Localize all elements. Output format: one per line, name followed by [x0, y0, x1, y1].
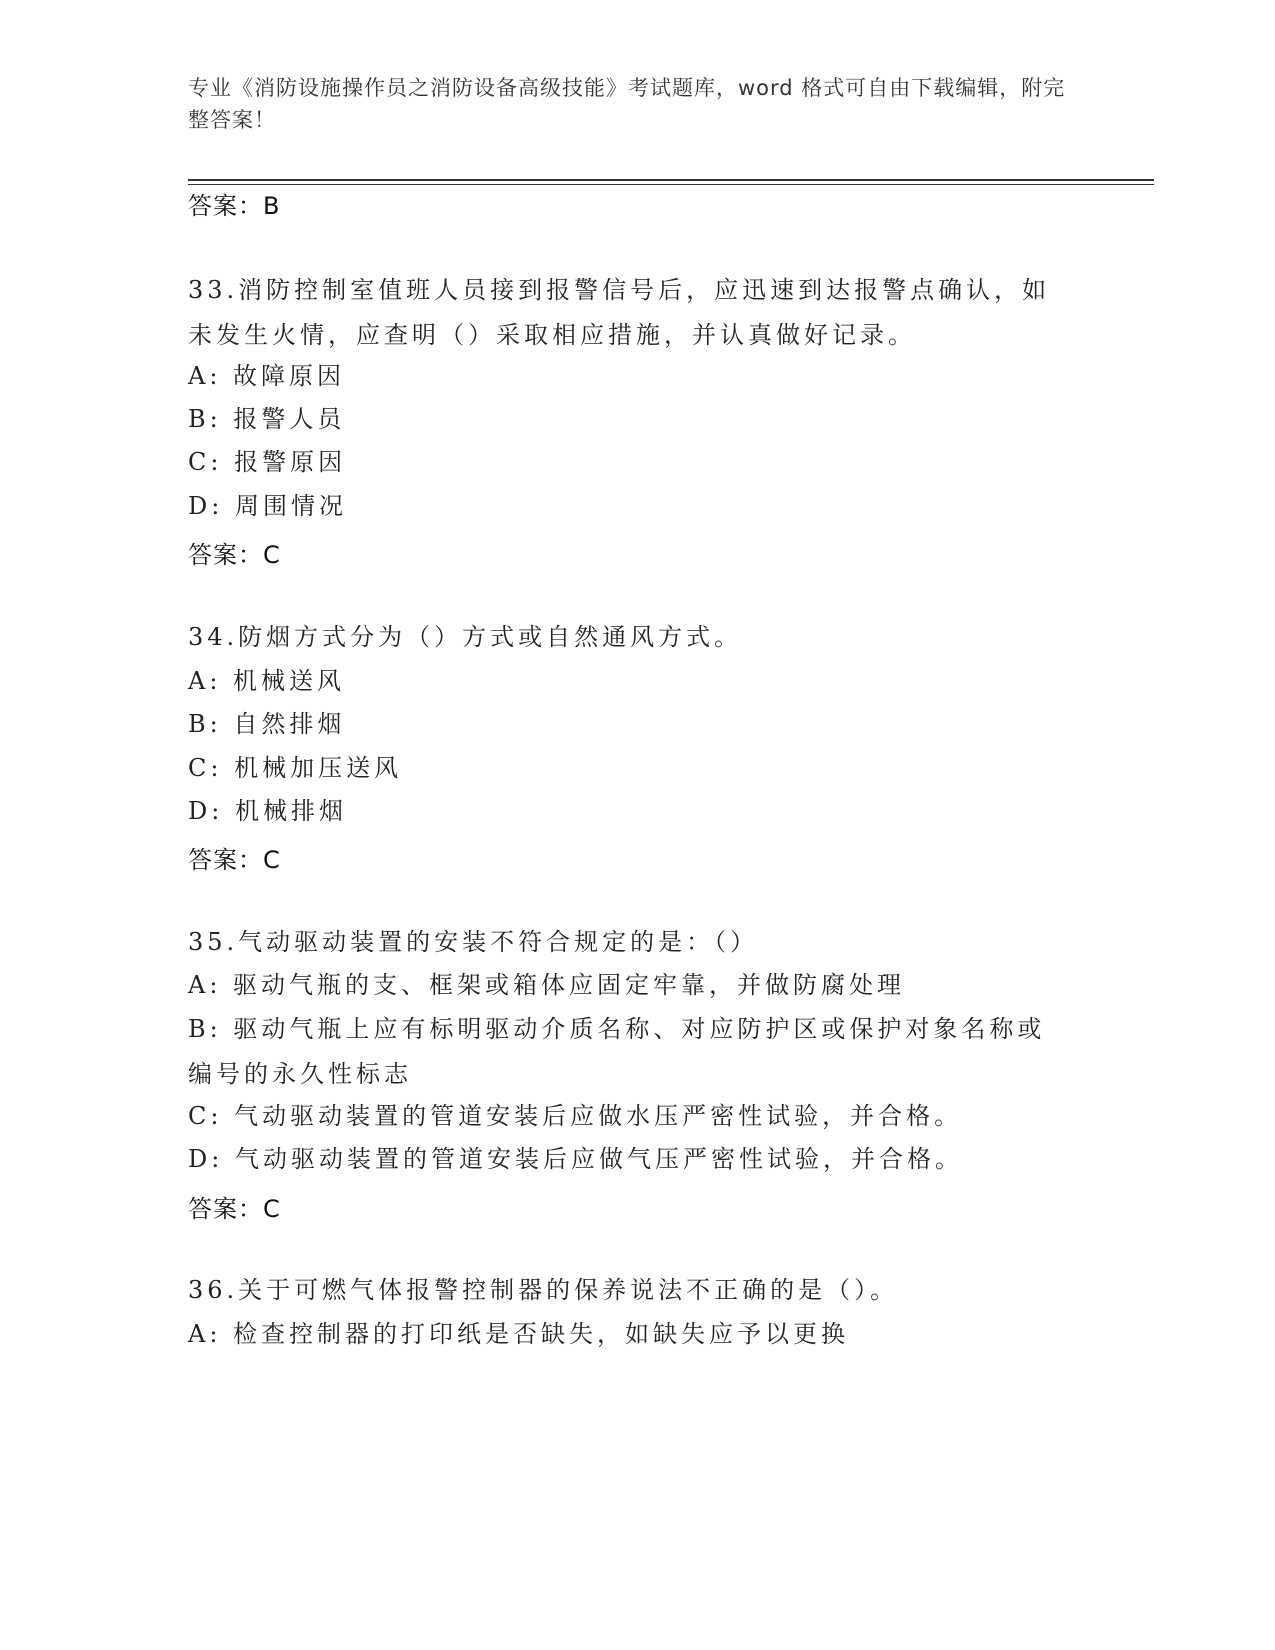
- option-34-c: C: 机械加压送风: [188, 754, 403, 782]
- option-34-a: A: 机械送风: [188, 667, 346, 695]
- header-divider-thin: [188, 184, 1154, 185]
- option-33-d: D: 周围情况: [188, 492, 347, 520]
- option-34-d: D: 机械排烟: [188, 797, 347, 825]
- option-33-c: C: 报警原因: [188, 448, 347, 476]
- header-divider: [188, 179, 1154, 181]
- option-33-b: B: 报警人员: [188, 405, 346, 433]
- document-header: 专业《消防设施操作员之消防设备高级技能》考试题库，word 格式可自由下载编辑，附完整答案！: [188, 76, 1066, 132]
- answer-35: 答案：C: [188, 1195, 281, 1223]
- question-33: 33.消防控制室值班人员接到报警信号后，应迅速到达报警点确认，如未发生火情，应查明（）采取相应措施，并认真做好记录。: [188, 276, 1051, 349]
- question-35: 35.气动驱动装置的安装不符合规定的是：（）: [188, 928, 759, 956]
- option-34-b: B: 自然排烟: [188, 710, 346, 738]
- option-33-a: A: 故障原因: [188, 362, 346, 390]
- answer-33: 答案：C: [188, 541, 281, 569]
- option-36-a: A: 检查控制器的打印纸是否缺失，如缺失应予以更换: [188, 1320, 850, 1348]
- option-35-d: D: 气动驱动装置的管道安装后应做气压严密性试验，并合格。: [188, 1145, 963, 1173]
- answer-34: 答案：C: [188, 846, 281, 874]
- question-36: 36.关于可燃气体报警控制器的保养说法不正确的是（）。: [188, 1276, 899, 1304]
- option-35-a: A: 驱动气瓶的支、框架或箱体应固定牢靠，并做防腐处理: [188, 971, 906, 999]
- question-34: 34.防烟方式分为（）方式或自然通风方式。: [188, 623, 743, 651]
- option-35-c: C: 气动驱动装置的管道安装后应做水压严密性试验，并合格。: [188, 1102, 963, 1130]
- option-35-b: B: 驱动气瓶上应有标明驱动介质名称、对应防护区或保护对象名称或编号的永久性标志: [188, 1015, 1046, 1088]
- answer-32: 答案：B: [188, 192, 281, 220]
